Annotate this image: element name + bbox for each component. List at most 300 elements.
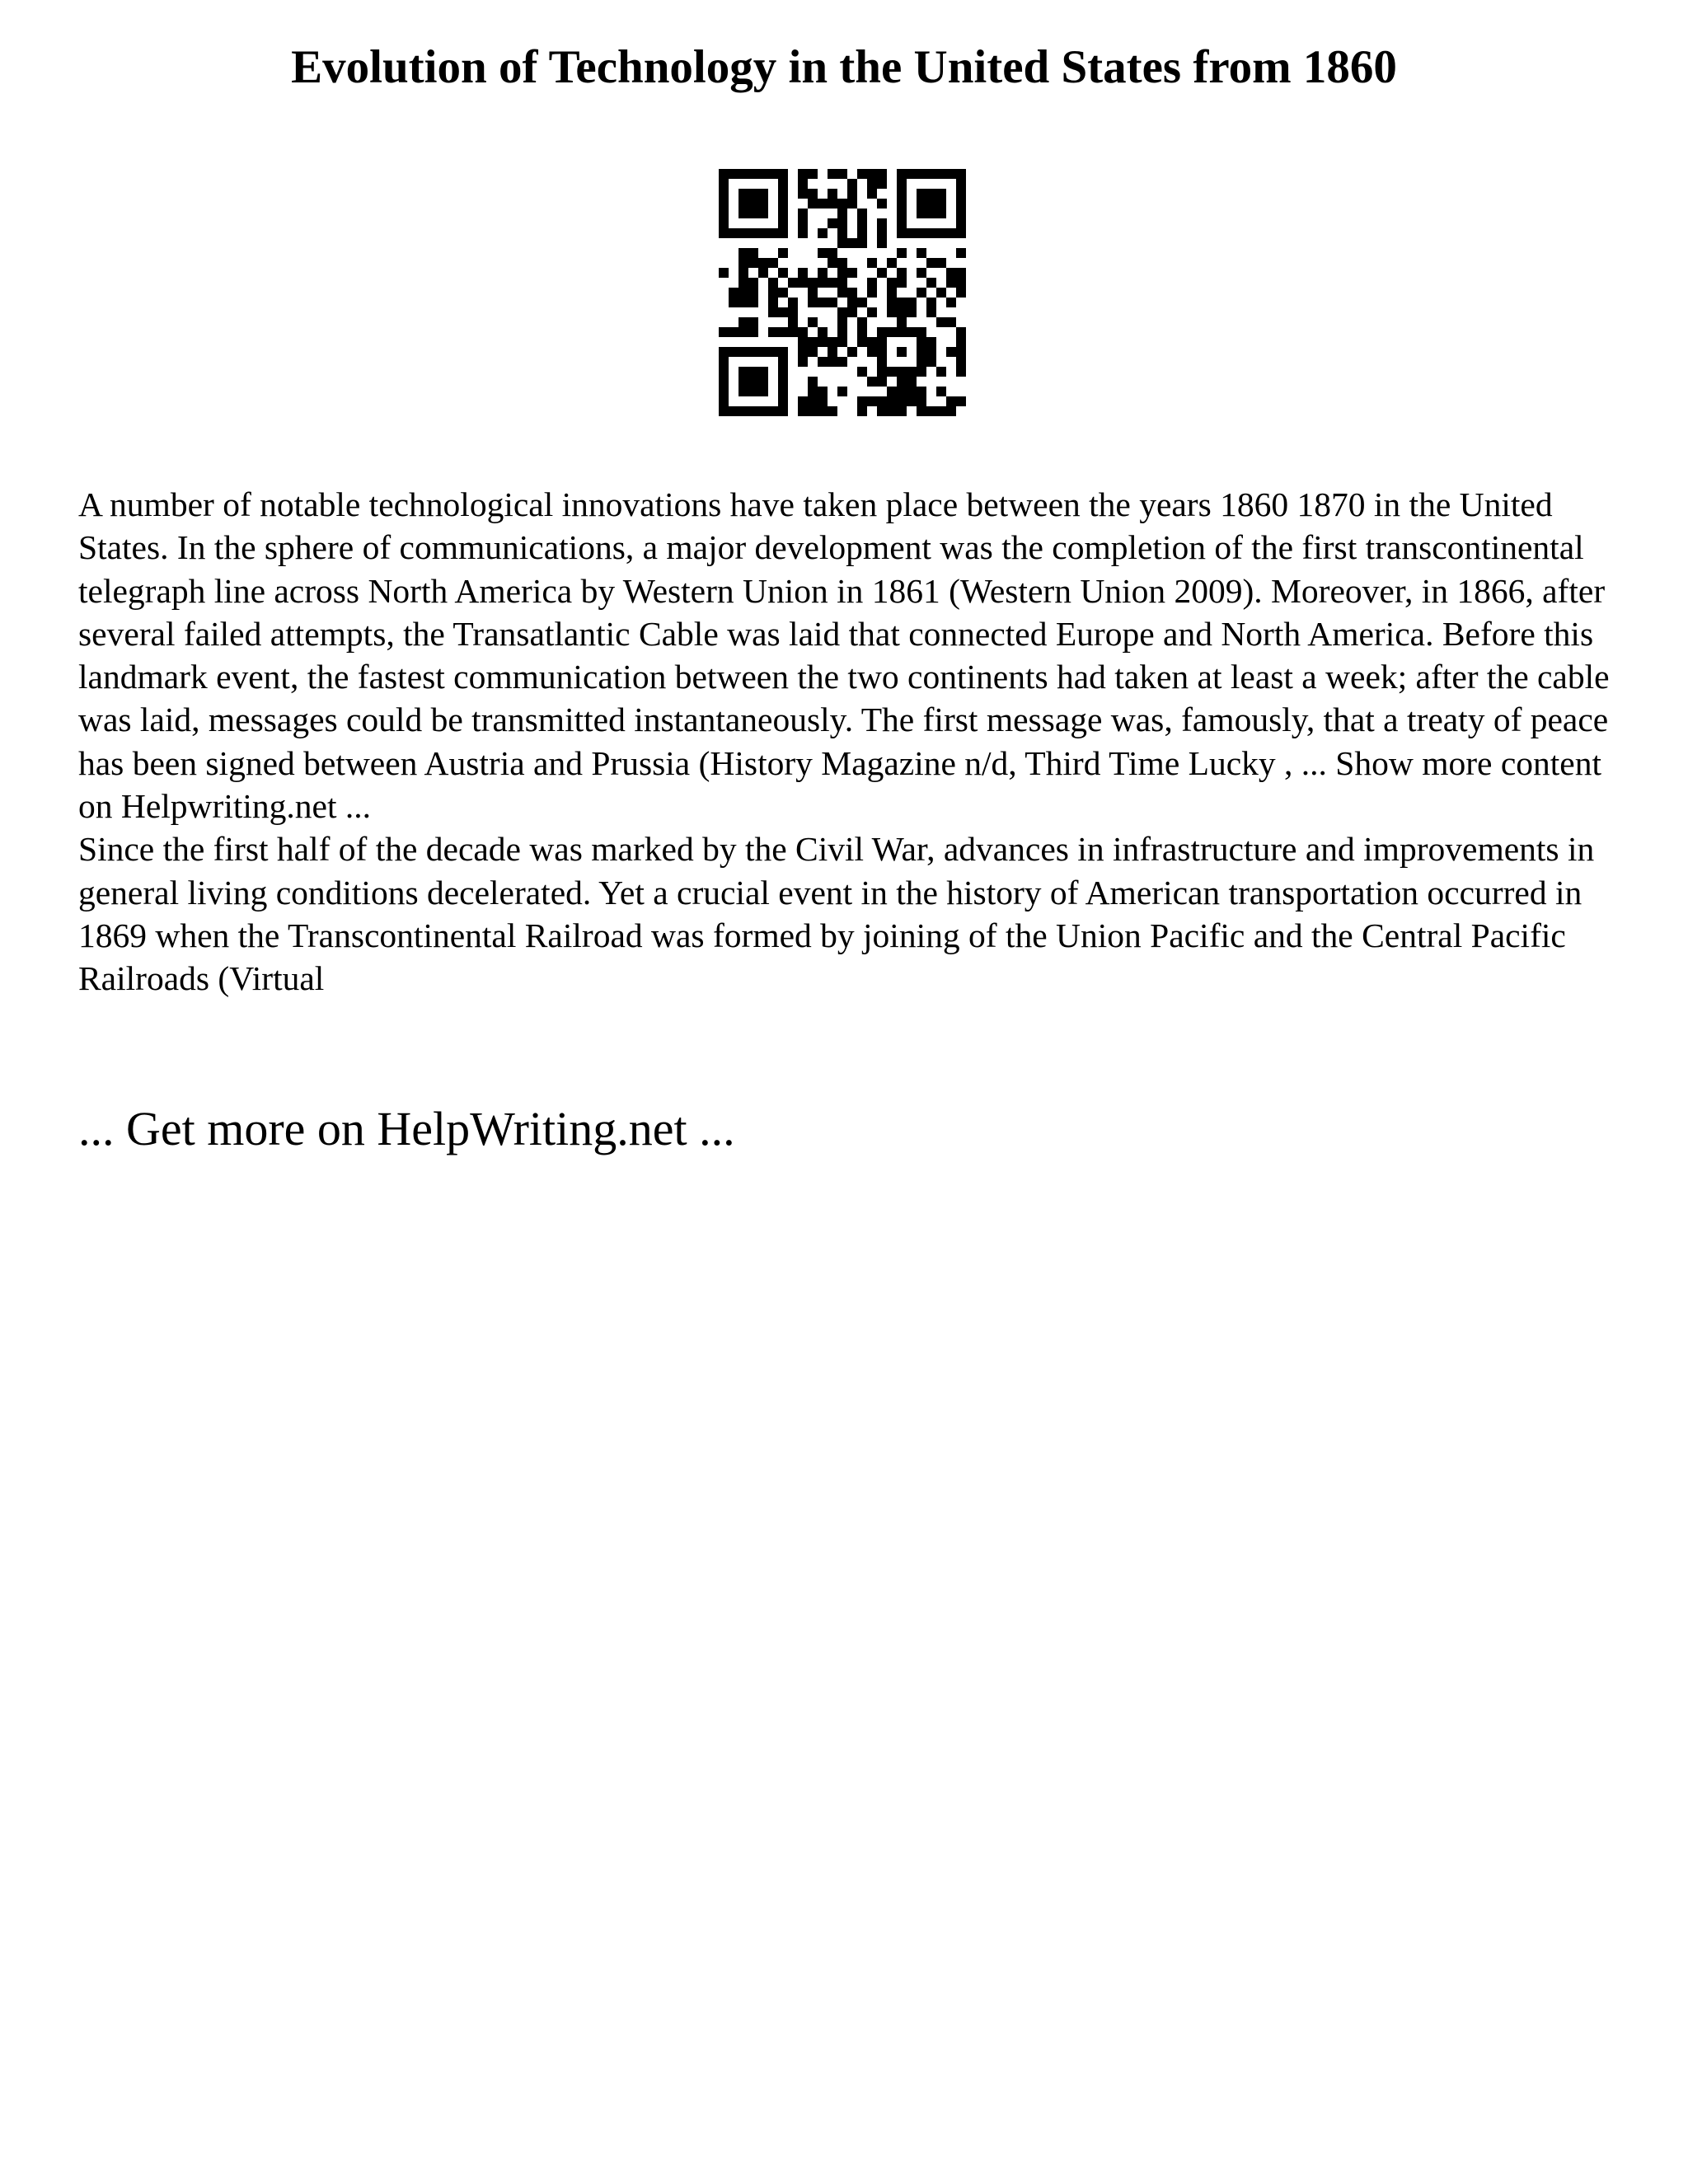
qr-module <box>917 268 926 278</box>
qr-module <box>917 357 926 367</box>
qr-module <box>936 209 946 218</box>
qr-module <box>798 218 808 228</box>
qr-module <box>778 248 788 258</box>
qr-module <box>738 406 748 416</box>
qr-module <box>847 288 857 298</box>
qr-module <box>748 367 758 377</box>
qr-module <box>778 327 788 337</box>
qr-module <box>897 396 907 406</box>
qr-module <box>956 337 966 347</box>
qr-module <box>877 268 887 278</box>
qr-module <box>748 387 758 396</box>
qr-module <box>887 396 897 406</box>
qr-module <box>887 367 897 377</box>
qr-module <box>778 367 788 377</box>
paragraph-1: A number of notable technological innovations have taken place between the years 1860 1870 in the United States. In the sphere of communications, a major development was the completion of the first transcontinental telegraph line across North America by Western Union in 1861 (Western Union 2009). Moreover, in 1866, after several failed attempts, the Transatlantic Cable was laid that connected Europe and North America. Before this landmark event, the fastest communication between the two continents had taken at least a week; after the cable was laid, messages could be transmitted instantaneously. The first message was, famously, that a treaty of peace has been signed between Austria and Prussia (History Magazine n/d, Third Time Lucky , ... Show more content on Helpwriting.net ... <box>78 485 1610 826</box>
qr-module <box>719 377 729 387</box>
qr-module <box>719 396 729 406</box>
qr-module <box>907 307 917 317</box>
qr-module <box>738 258 748 268</box>
qr-module <box>857 396 867 406</box>
qr-module <box>798 347 808 357</box>
qr-module <box>956 396 966 406</box>
qr-module <box>946 278 956 288</box>
qr-module <box>729 169 738 179</box>
qr-module <box>748 288 758 298</box>
qr-module <box>946 169 956 179</box>
qr-module <box>936 199 946 209</box>
qr-module <box>917 347 926 357</box>
qr-module <box>719 169 729 179</box>
qr-module <box>936 228 946 238</box>
qr-module <box>867 179 877 189</box>
qr-module <box>837 209 847 218</box>
qr-module <box>837 317 847 327</box>
qr-module <box>778 357 788 367</box>
qr-module <box>887 406 897 416</box>
qr-module <box>719 228 729 238</box>
qr-module <box>897 268 907 278</box>
qr-module <box>857 327 867 337</box>
qr-module <box>818 278 828 288</box>
qr-module <box>857 317 867 327</box>
qr-module <box>828 406 837 416</box>
qr-module <box>798 357 808 367</box>
qr-module <box>917 406 926 416</box>
qr-module <box>877 179 887 189</box>
qr-module <box>798 169 808 179</box>
qr-module <box>867 169 877 179</box>
qr-module <box>729 327 738 337</box>
qr-module <box>719 347 729 357</box>
qr-module <box>818 199 828 209</box>
qr-module <box>778 377 788 387</box>
qr-module <box>808 406 818 416</box>
qr-module <box>956 189 966 199</box>
qr-module <box>887 278 897 288</box>
qr-module <box>926 199 936 209</box>
qr-module <box>847 307 857 317</box>
qr-module <box>818 248 828 258</box>
qr-module <box>897 228 907 238</box>
qr-module <box>738 209 748 218</box>
qr-module <box>719 218 729 228</box>
qr-module <box>719 268 729 278</box>
qr-module <box>857 209 867 218</box>
qr-module <box>828 199 837 209</box>
qr-module <box>956 218 966 228</box>
qr-module <box>738 327 748 337</box>
qr-module <box>956 268 966 278</box>
qr-module <box>897 298 907 307</box>
qr-module <box>956 179 966 189</box>
qr-module <box>778 228 788 238</box>
qr-module <box>798 228 808 238</box>
qr-module <box>887 327 897 337</box>
qr-module <box>956 169 966 179</box>
qr-module <box>738 377 748 387</box>
qr-module <box>936 317 946 327</box>
qr-module <box>778 189 788 199</box>
get-more-link[interactable]: ... Get more on HelpWriting.net ... <box>78 1102 735 1155</box>
qr-module <box>719 367 729 377</box>
qr-module <box>748 406 758 416</box>
qr-module <box>956 327 966 337</box>
qr-module <box>828 278 837 288</box>
qr-module <box>887 258 897 268</box>
qr-module <box>758 347 768 357</box>
qr-module <box>837 268 847 278</box>
qr-module <box>907 228 917 238</box>
qr-module <box>926 189 936 199</box>
qr-module <box>719 199 729 209</box>
qr-module <box>867 396 877 406</box>
qr-module <box>857 406 867 416</box>
qr-module <box>738 169 748 179</box>
qr-module <box>788 298 798 307</box>
qr-module <box>798 396 808 406</box>
qr-module <box>917 248 926 258</box>
qr-module <box>897 179 907 189</box>
qr-module <box>748 347 758 357</box>
qr-module <box>719 357 729 367</box>
qr-module <box>808 396 818 406</box>
qr-module <box>768 406 778 416</box>
qr-module <box>768 347 778 357</box>
qr-module <box>897 189 907 199</box>
qr-module <box>857 298 867 307</box>
qr-module <box>778 387 788 396</box>
qr-module <box>946 396 956 406</box>
qr-module <box>738 298 748 307</box>
qr-module <box>917 327 926 337</box>
qr-module <box>847 199 857 209</box>
qr-module <box>956 199 966 209</box>
qr-module <box>936 189 946 199</box>
qr-module <box>758 258 768 268</box>
qr-module <box>808 199 818 209</box>
qr-module <box>917 209 926 218</box>
qr-module <box>867 258 877 268</box>
qr-module <box>926 258 936 268</box>
qr-module <box>768 228 778 238</box>
qr-module <box>897 317 907 327</box>
qr-module <box>768 258 778 268</box>
qr-module <box>828 357 837 367</box>
qr-module <box>956 278 966 288</box>
qr-module <box>857 169 867 179</box>
qr-module <box>837 327 847 337</box>
qr-module <box>778 347 788 357</box>
qr-module <box>738 288 748 298</box>
qr-module <box>837 238 847 248</box>
qr-module <box>748 298 758 307</box>
qr-module <box>738 248 748 258</box>
qr-module <box>798 406 808 416</box>
qr-module <box>758 268 768 278</box>
qr-module <box>837 387 847 396</box>
qr-module <box>847 179 857 189</box>
qr-module <box>867 288 877 298</box>
qr-module <box>867 307 877 317</box>
qr-module <box>926 169 936 179</box>
qr-module <box>798 209 808 218</box>
qr-module <box>758 169 768 179</box>
qr-module <box>738 268 748 278</box>
page-title: Evolution of Technology in the United States from 1860 <box>291 41 1397 93</box>
qr-module <box>768 307 778 317</box>
qr-module <box>837 288 847 298</box>
qr-module <box>857 218 867 228</box>
qr-module <box>946 406 956 416</box>
qr-module <box>936 406 946 416</box>
qr-module <box>946 298 956 307</box>
qr-module <box>877 199 887 209</box>
qr-module <box>828 248 837 258</box>
qr-module <box>877 357 887 367</box>
qr-module <box>926 406 936 416</box>
qr-module <box>897 387 907 396</box>
qr-module <box>847 238 857 248</box>
qr-module <box>946 317 956 327</box>
qr-module <box>798 268 808 278</box>
qr-module <box>738 367 748 377</box>
qr-module <box>907 377 917 387</box>
qr-module <box>818 357 828 367</box>
qr-module <box>818 268 828 278</box>
qr-module <box>748 169 758 179</box>
qr-module <box>917 288 926 298</box>
qr-module <box>748 209 758 218</box>
qr-module <box>719 327 729 337</box>
qr-module <box>926 347 936 357</box>
qr-module <box>887 307 897 317</box>
qr-module <box>808 337 818 347</box>
qr-module <box>867 278 877 288</box>
qr-module <box>818 327 828 337</box>
qr-module <box>758 189 768 199</box>
qr-module <box>738 228 748 238</box>
qr-module <box>778 288 788 298</box>
qr-module <box>936 367 946 377</box>
qr-module <box>956 228 966 238</box>
qr-module <box>877 238 887 248</box>
qr-module <box>828 218 837 228</box>
qr-module <box>847 347 857 357</box>
qr-module <box>897 367 907 377</box>
qr-module <box>748 317 758 327</box>
qr-module <box>818 406 828 416</box>
qr-module <box>798 327 808 337</box>
qr-module <box>788 317 798 327</box>
qr-module <box>926 278 936 288</box>
qr-module <box>917 228 926 238</box>
qr-module <box>738 317 748 327</box>
qr-module <box>828 258 837 268</box>
qr-module <box>956 248 966 258</box>
qr-module <box>867 347 877 357</box>
qr-module <box>877 377 887 387</box>
qr-module <box>758 377 768 387</box>
qr-module <box>956 357 966 367</box>
qr-module <box>847 189 857 199</box>
qr-module <box>877 218 887 228</box>
qr-module <box>837 307 847 317</box>
qr-module <box>837 357 847 367</box>
qr-module <box>808 347 818 357</box>
qr-module <box>926 337 936 347</box>
qr-module <box>956 209 966 218</box>
qr-module <box>818 396 828 406</box>
qr-module <box>798 337 808 347</box>
qr-module <box>946 347 956 357</box>
qr-module <box>897 278 907 288</box>
qr-module <box>956 347 966 357</box>
qr-module <box>877 367 887 377</box>
article-body <box>78 483 1628 1001</box>
qr-module <box>808 169 818 179</box>
qr-module <box>828 189 837 199</box>
qr-module <box>778 396 788 406</box>
qr-module <box>828 347 837 357</box>
qr-module <box>917 199 926 209</box>
qr-module <box>758 228 768 238</box>
qr-module <box>837 258 847 268</box>
qr-module <box>877 396 887 406</box>
qr-module <box>907 298 917 307</box>
qr-code-icon <box>719 169 966 416</box>
qr-module <box>857 238 867 248</box>
paragraph-2: Since the first half of the decade was marked by the Civil War, advances in infrastructure and improvements in general living conditions decelerated. Yet a crucial event in the history of American transportation occurred in 1869 when the Transcontinental Railroad was formed by joining of the Union Pacific and the Central Pacific Railroads (Virtual <box>78 830 1595 998</box>
qr-module <box>897 209 907 218</box>
qr-module <box>907 367 917 377</box>
qr-module <box>926 307 936 317</box>
qr-module <box>917 189 926 199</box>
qr-module <box>778 179 788 189</box>
qr-module <box>758 406 768 416</box>
qr-module <box>729 288 738 298</box>
qr-module <box>926 298 936 307</box>
qr-module <box>748 327 758 337</box>
qr-module <box>719 387 729 396</box>
qr-module <box>867 377 877 387</box>
qr-module <box>897 248 907 258</box>
qr-module <box>758 387 768 396</box>
qr-module <box>887 387 897 396</box>
qr-module <box>808 387 818 396</box>
qr-module <box>917 337 926 347</box>
qr-module <box>768 288 778 298</box>
qr-module <box>738 347 748 357</box>
qr-module <box>748 377 758 387</box>
qr-module <box>897 377 907 387</box>
qr-module <box>778 209 788 218</box>
qr-module <box>818 228 828 238</box>
qr-module <box>897 218 907 228</box>
qr-module <box>828 298 837 307</box>
qr-module <box>936 387 946 396</box>
qr-module <box>748 228 758 238</box>
qr-module <box>897 199 907 209</box>
qr-module <box>926 209 936 218</box>
qr-module <box>837 199 847 209</box>
qr-module <box>798 189 808 199</box>
qr-module <box>837 278 847 288</box>
qr-module <box>926 228 936 238</box>
qr-module <box>877 169 887 179</box>
qr-module <box>798 278 808 288</box>
qr-module <box>818 337 828 347</box>
qr-module <box>778 268 788 278</box>
qr-module <box>897 169 907 179</box>
qr-module <box>818 298 828 307</box>
qr-module <box>956 367 966 377</box>
qr-module <box>907 169 917 179</box>
qr-module <box>917 169 926 179</box>
qr-module <box>768 278 778 288</box>
qr-module <box>748 199 758 209</box>
qr-module <box>837 337 847 347</box>
qr-module <box>778 218 788 228</box>
qr-module <box>778 406 788 416</box>
qr-module <box>808 377 818 387</box>
qr-module <box>837 228 847 238</box>
qr-module <box>936 258 946 268</box>
qr-module <box>897 406 907 416</box>
qr-module <box>768 298 778 307</box>
qr-module <box>847 298 857 307</box>
qr-module <box>758 199 768 209</box>
qr-module <box>738 199 748 209</box>
qr-module <box>867 337 877 347</box>
qr-module <box>907 387 917 396</box>
qr-module <box>857 367 867 377</box>
qr-module <box>738 189 748 199</box>
qr-module <box>808 278 818 288</box>
qr-module <box>887 288 897 298</box>
qr-module <box>719 209 729 218</box>
qr-module <box>808 189 818 199</box>
qr-module <box>946 228 956 238</box>
qr-module <box>729 406 738 416</box>
qr-module <box>738 278 748 288</box>
qr-module <box>907 327 917 337</box>
qr-module <box>748 189 758 199</box>
qr-module <box>778 169 788 179</box>
qr-module <box>956 288 966 298</box>
qr-module <box>748 258 758 268</box>
qr-module <box>719 179 729 189</box>
qr-module <box>768 327 778 337</box>
qr-module <box>729 228 738 238</box>
qr-module <box>877 327 887 337</box>
qr-module <box>936 169 946 179</box>
qr-module <box>808 298 818 307</box>
qr-module <box>877 228 887 238</box>
qr-module <box>758 209 768 218</box>
qr-module <box>729 347 738 357</box>
qr-module <box>926 357 936 367</box>
qr-module <box>748 278 758 288</box>
qr-module <box>837 218 847 228</box>
qr-module <box>828 337 837 347</box>
qr-module <box>857 228 867 238</box>
qr-module <box>758 367 768 377</box>
qr-module <box>897 347 907 357</box>
qr-module <box>828 169 837 179</box>
qr-module <box>857 337 867 347</box>
qr-module <box>877 337 887 347</box>
